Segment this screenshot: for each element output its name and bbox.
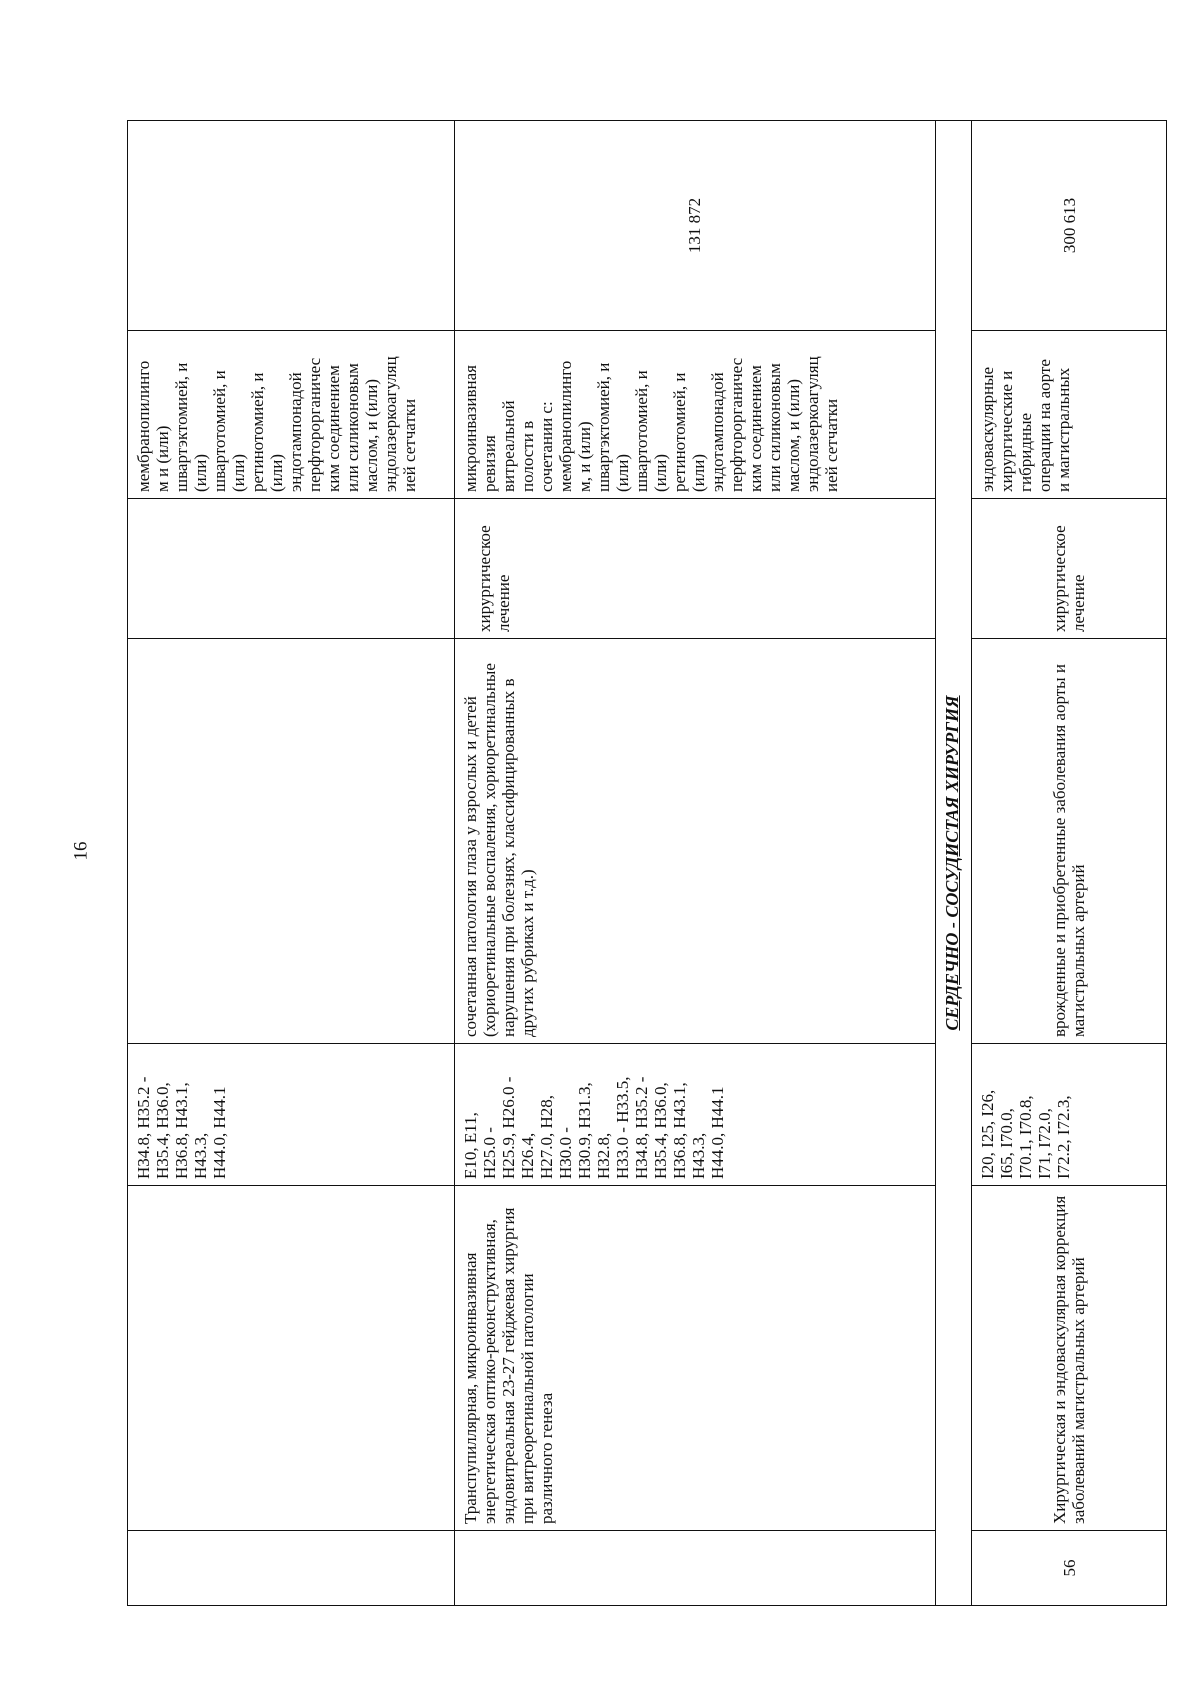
price-cell: 300 613 (972, 121, 1167, 331)
icd-codes-cell: H34.8, H35.2 - H35.4, H36.0, H36.8, H43.1, H43.3, H44.0, H44.1 (128, 1044, 455, 1186)
treatment-type-cell: хирургическое лечение (972, 499, 1167, 639)
row-number-cell (454, 1531, 935, 1606)
treatment-table (127, 120, 1167, 1606)
patient-model-cell: врожденные и приобретенные заболевания аорты и магистральных артерий (972, 639, 1167, 1044)
rotated-table-container (127, 121, 1167, 1606)
table-row (454, 121, 935, 1606)
section-title: СЕРДЕЧНО - СОСУДИСТАЯ ХИРУРГИЯ (935, 121, 971, 1606)
treatment-method-cell: эндоваскулярные хирургические и гибридные операции на аорте и магистральных (972, 331, 1167, 499)
section-header-row (935, 121, 971, 1606)
icd-codes-cell: E10, E11, H25.0 - H25.9, H26.0 - H26.4, H27.0, H28, H30.0 - H30.9, H31.3, H32.8, H33.0 - H33.5, H34.8, H35.2 - H35.4, H36.0, H36.8, H43.1, H43.3, H44.0, H44.1 (454, 1044, 935, 1186)
patient-model-cell: сочетанная патология глаза у взрослых и детей (хориоретинальные воспаления, хориоретинальные нарушения при болезнях, классифицированных в других рубриках и т.д.) (454, 639, 935, 1044)
patient-model-cell (128, 639, 455, 1044)
row-number-cell (128, 1531, 455, 1606)
treatment-type-cell: хирургическое лечение (454, 499, 935, 639)
treatment-method-cell: мембранопилинго м и (или) швартэктомией, и (или) швартотомией, и (или) ретинотомией, и (или) эндотампонадой перфторорганичес ким соединением или силиконовым маслом, и (или) эндолазеркоагуляц ией сетчатки (128, 331, 455, 499)
price-cell: 131 872 (454, 121, 935, 331)
page-number: 16 (70, 841, 92, 861)
care-type-cell: Транспупиллярная, микроинвазивная энергетическая оптико-реконструктивная, эндовитреальная 23-27 гейджевая хирургия при витреоретинальной патологии различного генеза (454, 1186, 935, 1531)
care-type-cell (128, 1186, 455, 1531)
price-cell (128, 121, 455, 331)
row-number-cell: 56 (972, 1531, 1167, 1606)
care-type-cell: Хирургическая и эндоваскулярная коррекция заболеваний магистральных артерий (972, 1186, 1167, 1531)
table-row (972, 121, 1167, 1606)
treatment-type-cell (128, 499, 455, 639)
icd-codes-cell: I20, I25, I26, I65, I70.0, I70.1, I70.8, I71, I72.0, I72.2, I72.3, (972, 1044, 1167, 1186)
table-row (128, 121, 455, 1606)
treatment-method-cell: микроинвазивная ревизия витреальной полости в сочетании с: мембранопилинго м, и (или) швартэктомией, и (или) швартотомией, и (или) ретинотомией, и (или) эндотампонадой перфторорганичес ким соединением или силиконовым маслом, и (или) эндолазеркоагуляц ией сетчатки (454, 331, 935, 499)
